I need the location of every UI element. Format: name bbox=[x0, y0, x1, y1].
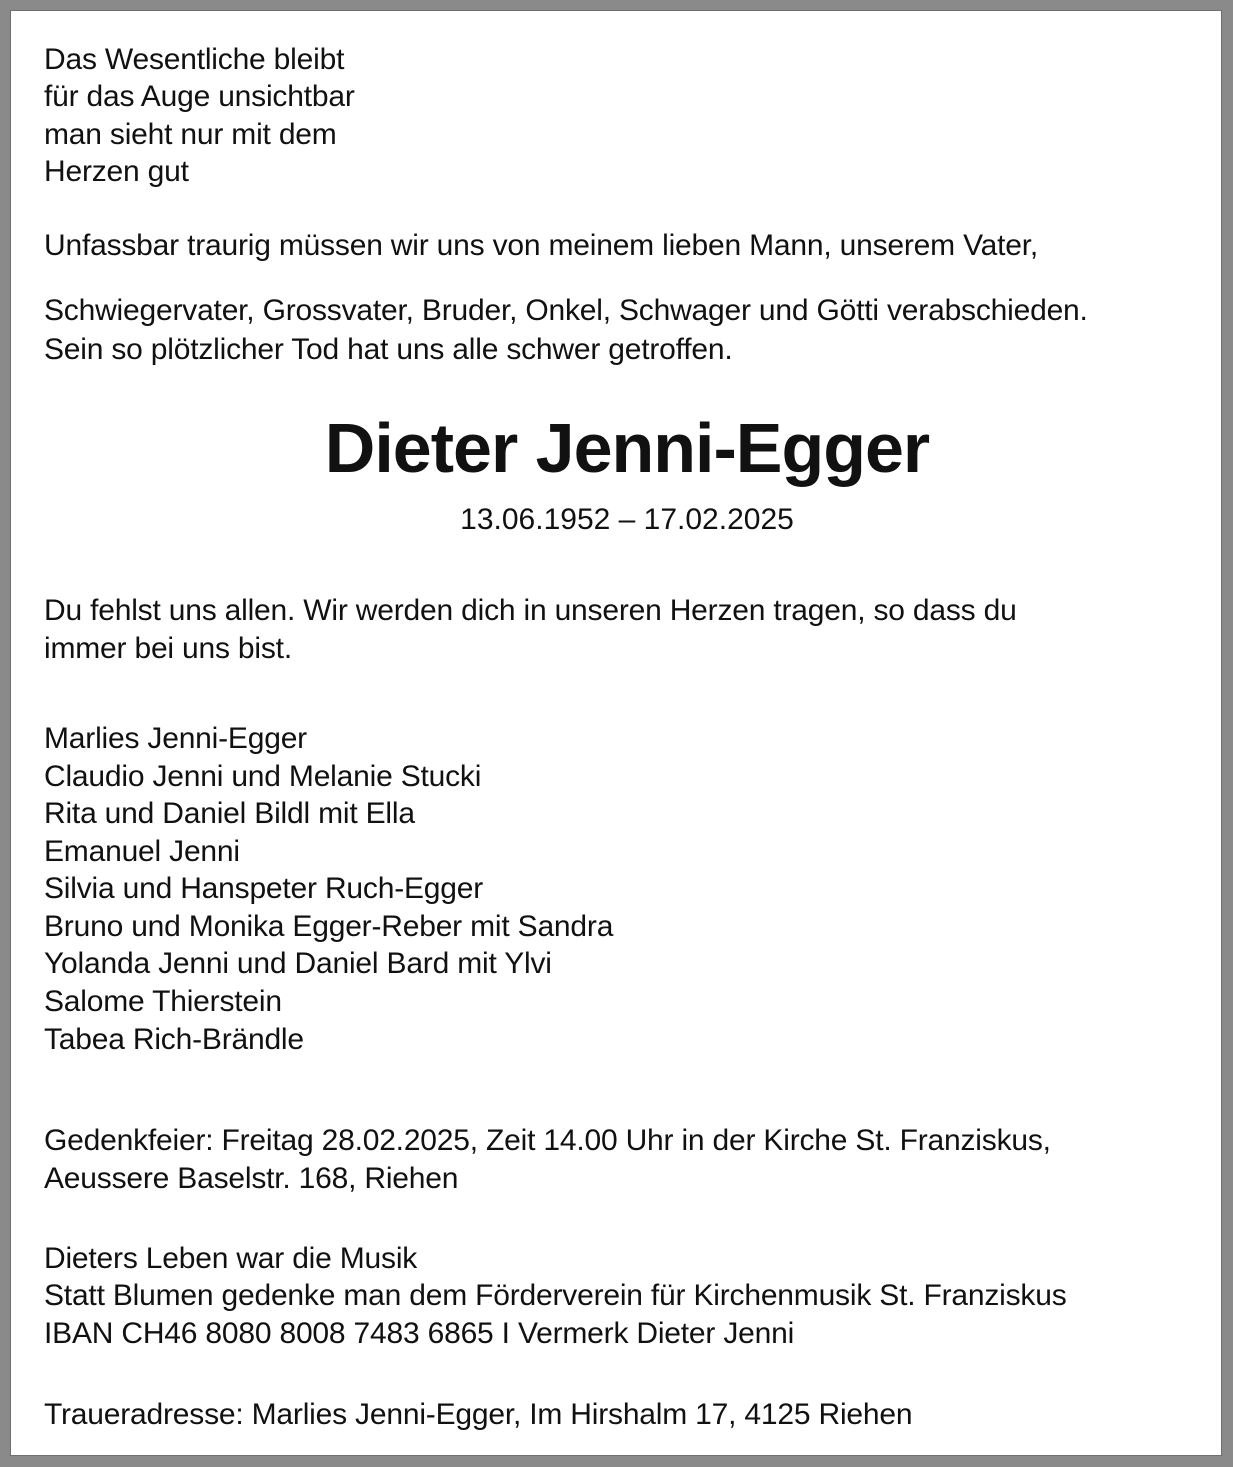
mourner-name: Salome Thierstein bbox=[44, 985, 282, 1018]
quote-line: man sieht nur mit dem bbox=[44, 118, 337, 151]
intro-line: Unfassbar traurig müssen wir uns von meinem lieben Mann, unserem Vater, bbox=[44, 229, 1039, 262]
mourner-name: Emanuel Jenni bbox=[44, 835, 240, 868]
intro-line: Schwiegervater, Grossvater, Bruder, Onkel, Schwager und Götti verabschieden. bbox=[44, 294, 1088, 327]
quote-line: Herzen gut bbox=[44, 155, 189, 188]
farewell-line: immer bei uns bist. bbox=[44, 632, 292, 665]
obituary-page bbox=[10, 10, 1222, 1456]
mourner-name: Claudio Jenni und Melanie Stucki bbox=[44, 760, 482, 793]
mourner-name: Yolanda Jenni und Daniel Bard mit Ylvi bbox=[44, 947, 552, 980]
mourner-name: Rita und Daniel Bildl mit Ella bbox=[44, 797, 415, 830]
quote-line: Das Wesentliche bleibt bbox=[44, 43, 345, 76]
intro-line: Sein so plötzlicher Tod hat uns alle schwer getroffen. bbox=[44, 333, 733, 366]
donation-line: IBAN CH46 8080 8008 7483 6865 I Vermerk Dieter Jenni bbox=[44, 1317, 795, 1350]
obituary-content bbox=[44, 11, 1204, 1455]
mourner-name: Marlies Jenni-Egger bbox=[44, 722, 307, 755]
mourner-name: Silvia und Hanspeter Ruch-Egger bbox=[44, 872, 484, 905]
memorial-line: Aeussere Baselstr. 168, Riehen bbox=[44, 1162, 459, 1195]
donation-line: Dieters Leben war die Musik bbox=[44, 1242, 418, 1275]
mourner-name: Bruno und Monika Egger-Reber mit Sandra bbox=[44, 910, 614, 943]
quote-line: für das Auge unsichtbar bbox=[44, 80, 355, 113]
memorial-line: Gedenkfeier: Freitag 28.02.2025, Zeit 14.00 Uhr in der Kirche St. Franziskus, bbox=[44, 1124, 1051, 1157]
farewell-line: Du fehlst uns allen. Wir werden dich in unseren Herzen tragen, so dass du bbox=[44, 594, 1017, 627]
deceased-dates: 13.06.1952 – 17.02.2025 bbox=[460, 503, 794, 536]
mourning-address: Traueradresse: Marlies Jenni-Egger, Im Hirshalm 17, 4125 Riehen bbox=[44, 1398, 913, 1431]
donation-line: Statt Blumen gedenke man dem Förderverein für Kirchenmusik St. Franziskus bbox=[44, 1279, 1067, 1312]
deceased-name: Dieter Jenni-Egger bbox=[324, 409, 930, 487]
mourner-name: Tabea Rich-Brändle bbox=[44, 1023, 304, 1056]
